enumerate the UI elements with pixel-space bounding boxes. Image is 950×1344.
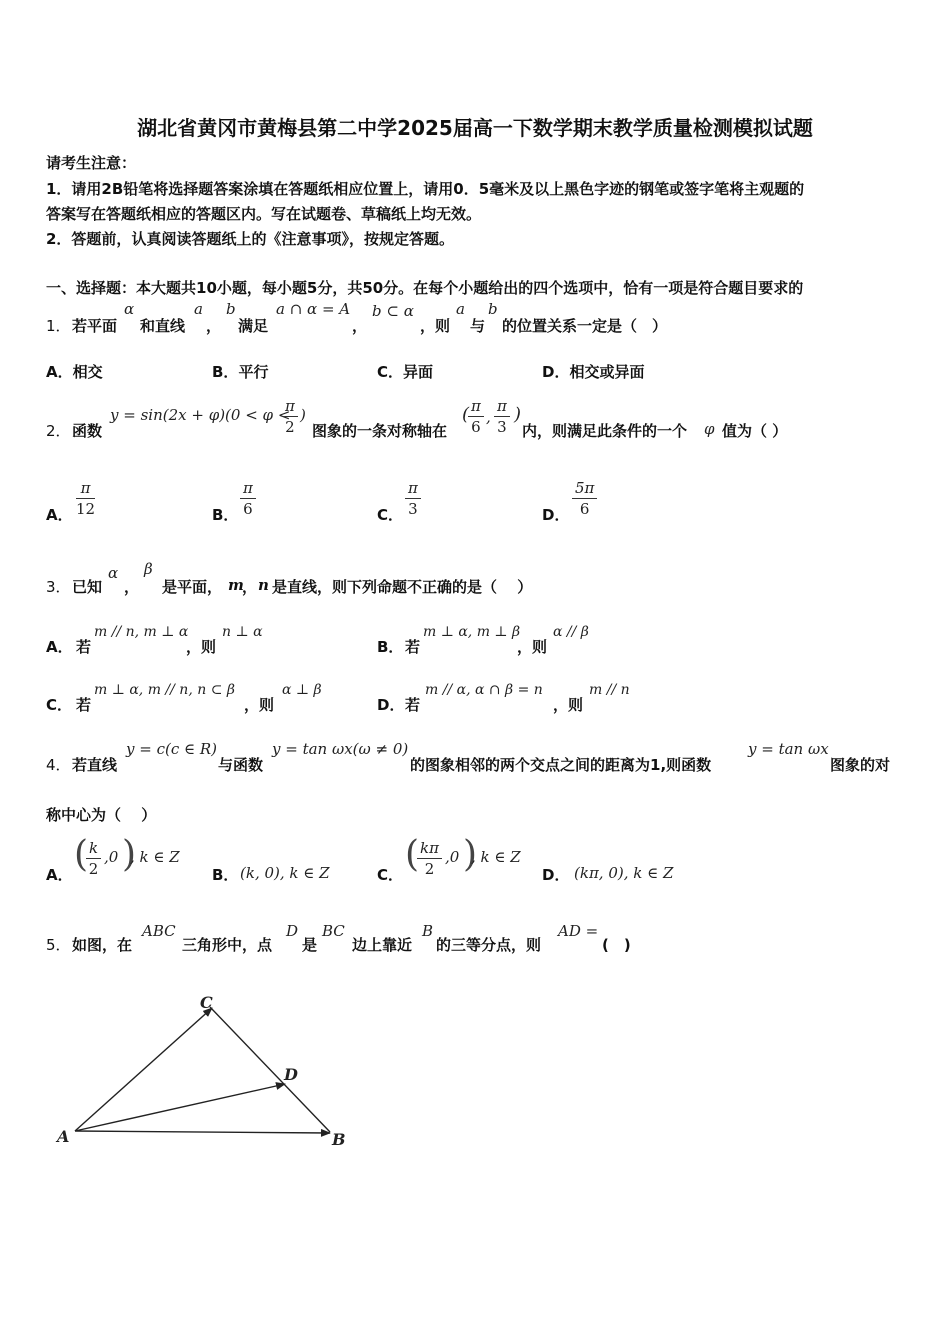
q3-option-b-condition: m ⊥ α, m ⊥ β [423, 624, 521, 640]
q5-d: D [286, 922, 299, 940]
q5-number: 5． [46, 936, 71, 954]
q3-option-a-condition: m // n, m ⊥ α [94, 624, 189, 640]
q2-pi3-num: π [494, 396, 510, 417]
q1-option-b-text: 平行 [238, 363, 269, 381]
label-b: B [332, 1130, 346, 1149]
q2-option-d-fraction [572, 478, 597, 519]
q2-option-a[interactable] [46, 478, 186, 528]
q1-a-2: a [456, 300, 465, 318]
q3-option-c-ruo: 若 [76, 696, 92, 714]
q4-option-a-right-bracket: ) [122, 834, 137, 875]
q4-option-b-expr: (k, 0), k ∈ Z [240, 864, 330, 882]
q4-option-a-label: A． [46, 866, 73, 884]
q4-text-3: 的图象相邻的两个交点之间的距离为1,则函数 [410, 756, 712, 774]
q4-option-d-label: D． [542, 866, 570, 884]
q2-text-3: 内，则满足此条件的一个 [522, 422, 688, 440]
q2-option-b-label: B． [212, 506, 239, 524]
q3-option-c[interactable] [46, 680, 366, 716]
q2-pi6-den: 6 [471, 418, 481, 436]
q2-option-c-num: π [405, 478, 421, 499]
label-a: A [57, 1127, 70, 1146]
q5-text-1: 如图，在 [72, 936, 133, 954]
q3-n: n [258, 576, 269, 594]
q1-text-2: 和直线 [140, 317, 186, 335]
q3-option-b-ruo: 若 [405, 638, 421, 656]
q1-option-a-text: 相交 [72, 363, 103, 381]
q4-option-d-expr: (kπ, 0), k ∈ Z [574, 864, 674, 882]
q1-option-b-label: B． [212, 363, 239, 381]
q5-text-5: 的三等分点，则 [436, 936, 542, 954]
q1-option-d-label: D． [542, 363, 570, 381]
question-3 [46, 560, 646, 600]
q3-option-d-condition: m // α, α ∩ β = n [425, 682, 543, 698]
q3-option-b-ze: ，则 [517, 638, 548, 656]
q4-option-c-suffix: , k ∈ Z [471, 848, 521, 866]
q1-condition-1: a ∩ α = A [276, 300, 351, 318]
q1-option-d[interactable] [542, 361, 644, 382]
q3-m: m [228, 576, 244, 594]
q5-bc: BC [322, 922, 345, 940]
q3-option-d-result: m // n [589, 682, 630, 698]
q1-a: a [194, 300, 203, 318]
q2-pi-over-6 [468, 396, 484, 437]
q2-pi-over-3 [494, 396, 510, 437]
q2-text-2: 图象的一条对称轴在 [312, 422, 448, 440]
q3-comma: ， [124, 578, 140, 596]
q1-option-d-text: 相交或异面 [569, 363, 645, 381]
question-2 [46, 396, 906, 446]
q4-text-2: 与函数 [218, 756, 264, 774]
q3-option-a-ruo: 若 [76, 638, 92, 656]
q2-option-d-label: D． [542, 506, 570, 524]
question-4 [46, 738, 926, 774]
q2-number: 2． [46, 422, 71, 440]
q4-option-c-den: 2 [424, 860, 435, 878]
notice-heading: 请考生注意： [46, 154, 137, 172]
q5-triangle-figure [40, 980, 370, 1160]
q3-option-a[interactable] [46, 622, 346, 658]
vector-ad [75, 1084, 285, 1131]
q2-option-b[interactable] [212, 478, 352, 528]
q2-option-b-num: π [240, 478, 256, 499]
q1-option-a-label: A． [46, 363, 73, 381]
q2-option-d[interactable] [542, 478, 682, 528]
q2-option-d-den: 6 [579, 500, 590, 518]
q3-option-c-condition: m ⊥ α, m // n, n ⊂ β [94, 682, 235, 698]
label-c: C [200, 993, 213, 1012]
q1-option-a[interactable] [46, 361, 103, 382]
q3-option-a-result: n ⊥ α [222, 624, 263, 640]
q5-text-4: 边上靠近 [352, 936, 413, 954]
q2-phi: φ [704, 420, 715, 438]
q1-text-6: 的位置关系一定是（ ） [502, 317, 668, 335]
q1-option-b[interactable] [212, 361, 268, 382]
segment-cb [210, 1007, 330, 1132]
q1-option-c[interactable] [377, 361, 433, 382]
q2-close-paren-2: ) [514, 404, 522, 425]
q4-text-1: 若直线 [72, 756, 118, 774]
q5-text-6: ( ) [602, 936, 631, 954]
q3-option-a-label: A． [46, 638, 73, 656]
q4-option-c-label: C． [377, 866, 404, 884]
q2-option-b-fraction [240, 478, 256, 519]
q2-option-d-num: 5π [572, 478, 597, 499]
q4-option-c-left-bracket: ( [405, 834, 420, 875]
q2-close-paren: ) [300, 406, 306, 424]
q4-text-4: 图象的对 [830, 756, 891, 774]
page-title: 湖北省黄冈市黄梅县第二中学2025届高一下数学期末教学质量检测模拟试题 [137, 116, 813, 140]
q3-comma-2: ， [242, 578, 258, 596]
q2-open-paren: ( [462, 404, 470, 425]
q3-option-b-result: α // β [553, 624, 589, 640]
q5-ad: AD = [558, 922, 599, 940]
q2-frac-den: 2 [285, 418, 295, 436]
q2-text-1: 函数 [72, 422, 103, 440]
q1-comma-2: ， [352, 317, 368, 335]
q4-line: y = c(c ∈ R) [126, 740, 218, 758]
q2-function: y = sin(2x + φ)(0 < φ < [110, 406, 291, 424]
q1-number: 1． [46, 317, 71, 335]
q4-option-a-den: 2 [88, 860, 99, 878]
q2-option-a-fraction [76, 478, 95, 519]
q1-option-c-label: C． [377, 363, 404, 381]
q4-option-c-fraction [417, 838, 442, 879]
q2-frac-num: π [282, 396, 298, 417]
q3-number: 3． [46, 578, 71, 596]
q2-option-c-den: 3 [408, 500, 418, 518]
q4-option-a-fraction [86, 838, 101, 879]
q3-option-b-label: B． [377, 638, 404, 656]
q1-b: b [226, 300, 236, 318]
q5-b: B [422, 922, 434, 940]
notice-item1-line1: 1．请用2B铅笔将选择题答案涂填在答题纸相应位置上，请用0．5毫米及以上黑色字迹的钢笔或签字笔将主观题的 [46, 180, 805, 198]
q1-b-2: b [488, 300, 498, 318]
q3-option-c-ze: ，则 [244, 696, 275, 714]
q4-option-c-num: kπ [417, 838, 442, 859]
q3-option-c-label: C． [46, 696, 73, 714]
q1-comma-1: ， [206, 317, 222, 335]
q4-option-c-tail: ,0 [445, 848, 460, 866]
q3-option-d[interactable] [377, 680, 677, 716]
q1-option-c-text: 异面 [403, 363, 434, 381]
question-5 [46, 920, 746, 956]
notice-item1-line2: 答案写在答题纸相应的答题区内。写在试题卷、草稿纸上均无效。 [46, 205, 482, 223]
q5-text-3: 是 [302, 936, 318, 954]
q2-pi3-den: 3 [497, 418, 507, 436]
q2-option-c-fraction [405, 478, 421, 519]
q4-option-a-tail: ,0 [104, 848, 119, 866]
q4-option-a[interactable] [46, 836, 196, 888]
q4-option-b[interactable] [212, 836, 362, 888]
q2-option-a-den: 12 [76, 500, 96, 518]
q1-text-4: ，则 [420, 317, 451, 335]
q4-function: y = tan ωx(ω ≠ 0) [272, 740, 409, 758]
q2-option-b-den: 6 [243, 500, 253, 518]
q1-text-5: 与 [470, 317, 486, 335]
q3-alpha: α [108, 564, 119, 582]
q4-option-c-right-bracket: ) [463, 834, 478, 875]
q1-alpha: α [124, 300, 135, 318]
q2-option-a-label: A． [46, 506, 73, 524]
notice-item2: 2．答题前，认真阅读答题纸上的《注意事项》，按规定答题。 [46, 230, 454, 248]
q3-option-d-label: D． [377, 696, 405, 714]
q2-pi6-num: π [468, 396, 484, 417]
q1-condition-2: b ⊂ α [372, 302, 414, 320]
q4-function-2: y = tan ωx [748, 740, 829, 758]
q2-pi-over-2 [282, 396, 298, 437]
q3-text-3: 是直线，则下列命题不正确的是（ ） [272, 578, 533, 596]
q2-option-a-num: π [76, 478, 95, 499]
q2-comma: , [486, 408, 491, 426]
label-d: D [284, 1065, 298, 1084]
q4-option-d[interactable] [542, 836, 702, 888]
q2-text-4: 值为（ ） [722, 422, 788, 440]
q3-option-a-ze: ，则 [186, 638, 217, 656]
q1-text-3: 满足 [238, 317, 269, 335]
q5-text-2: 三角形中，点 [182, 936, 273, 954]
section-heading: 一、选择题：本大题共10小题，每小题5分，共50分。在每个小题给出的四个选项中，恰有一项是符合题目要求的 [46, 279, 804, 297]
q4-text-continued: 称中心为（ ） [46, 806, 157, 824]
q4-option-a-suffix: , k ∈ Z [130, 848, 180, 866]
q3-option-c-result: α ⊥ β [282, 682, 322, 698]
q1-text-1: 若平面 [72, 317, 118, 335]
q4-number: 4． [46, 756, 71, 774]
q3-text-1: 已知 [72, 578, 103, 596]
q3-option-d-ze: ，则 [553, 696, 584, 714]
q4-option-b-label: B． [212, 866, 239, 884]
q4-option-a-num: k [86, 838, 101, 859]
q4-option-a-left-bracket: ( [74, 834, 89, 875]
q3-option-b[interactable] [377, 622, 677, 658]
q4-option-c[interactable] [377, 836, 537, 888]
q3-beta: β [144, 560, 153, 578]
q2-option-c[interactable] [377, 478, 517, 528]
vector-ac [75, 1008, 212, 1131]
vector-ab [75, 1131, 330, 1133]
q3-text-2: 是平面， [162, 578, 223, 596]
q2-option-c-label: C． [377, 506, 404, 524]
q5-abc: ABC [142, 922, 176, 940]
q3-option-d-ruo: 若 [405, 696, 421, 714]
